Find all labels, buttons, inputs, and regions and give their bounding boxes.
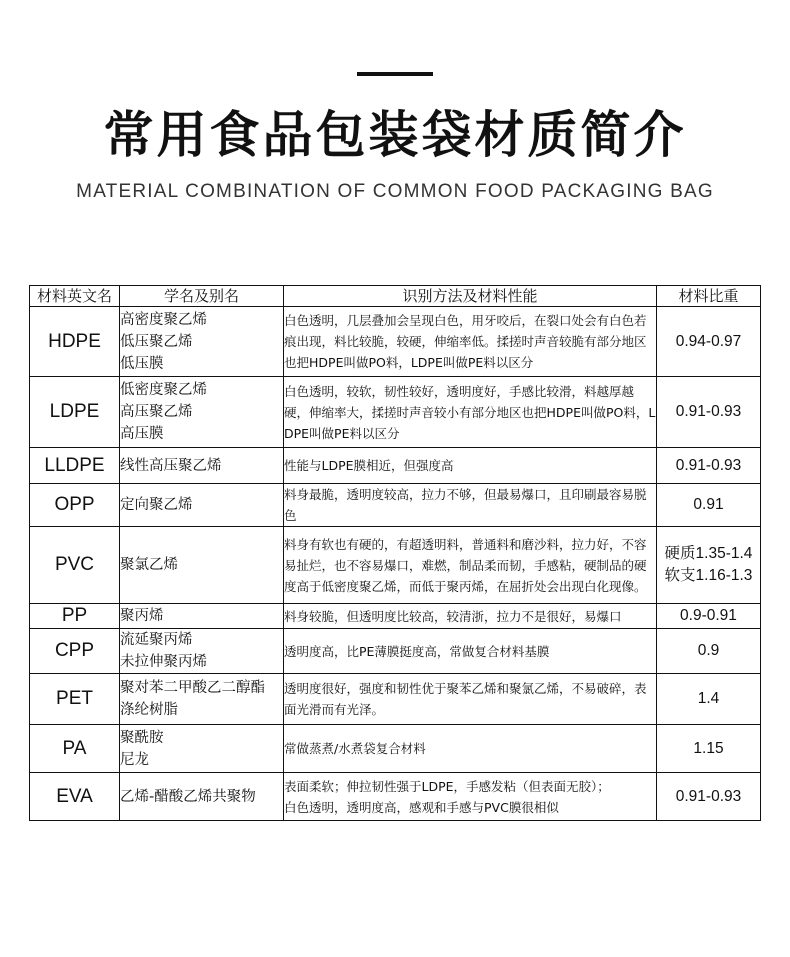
identification-text: 透明度高，比PE薄膜挺度高，常做复合材料基膜 [284,643,550,659]
table-row [30,527,761,604]
specific-gravity-value: 0.91-0.93 [675,403,742,420]
scientific-name: 未拉伸聚丙烯 [120,654,207,670]
header-english-name: 材料英文名 [30,286,120,307]
scientific-name: 线性高压聚乙烯 [120,457,222,474]
material-english-name: LLDPE [30,448,120,484]
specific-gravity-value: 硬质1.35-1.4 [664,545,753,562]
specific-gravity-cell [657,725,761,773]
identification-cell [284,307,657,377]
identification-text: 白色透明，较软，韧性较好，透明度好，手感比较滑，料越厚越硬，伸缩率大，揉搓时声音较小有部分地区也把HDPE叫做PO料，LDPE叫做PE料以区分 [284,383,656,441]
material-english-name: PA [30,725,120,773]
scientific-name-cell [120,377,284,448]
material-english-name: PP [30,604,120,629]
table-row [30,604,761,629]
specific-gravity-cell [657,604,761,629]
scientific-name: 乙烯-醋酸乙烯共聚物 [120,788,256,805]
table-row [30,674,761,725]
identification-cell [284,484,657,527]
identification-cell [284,527,657,604]
scientific-name: 聚氯乙烯 [120,557,178,573]
identification-cell [284,377,657,448]
scientific-name-cell [120,484,284,527]
identification-text: 料身最脆，透明度较高，拉力不够，但最易爆口，且印刷最容易脱色 [284,487,647,523]
scientific-name: 高密度聚乙烯 [120,311,207,328]
material-english-name: HDPE [30,307,120,377]
specific-gravity-cell [657,484,761,527]
identification-cell [284,448,657,484]
scientific-name: 低密度聚乙烯 [120,382,207,398]
material-english-name: LDPE [30,377,120,448]
identification-text: 常做蒸煮/水煮袋复合材料 [284,741,426,756]
scientific-name: 高压聚乙烯 [120,404,193,420]
scientific-name-cell [120,773,284,821]
specific-gravity-value: 0.91 [693,496,724,513]
header-specific-gravity: 材料比重 [657,286,761,307]
specific-gravity-value: 0.94-0.97 [675,332,742,350]
identification-text: 料身有软也有硬的，有超透明料，普通料和磨沙料，拉力好，不容易扯烂，也不容易爆口，难燃，制品柔而韧，手感粘，硬制品的硬度高于低密度聚乙烯，而低于聚丙烯，在屈折处会出现白化现像。 [284,536,647,594]
identification-text: 白色透明，透明度高，感观和手感与PVC膜很相似 [284,799,559,815]
scientific-name-cell [120,307,284,377]
specific-gravity-cell [657,377,761,448]
scientific-name: 定向聚乙烯 [120,497,193,513]
scientific-name-cell [120,604,284,629]
scientific-name-cell [120,674,284,725]
specific-gravity-cell [657,773,761,821]
specific-gravity-value: 0.91-0.93 [675,787,742,805]
identification-text: 透明度很好，强度和韧性优于聚苯乙烯和聚氯乙烯，不易破碎，表面光滑而有光泽。 [284,681,647,717]
identification-text: 表面柔软；伸拉韧性强于LDPE，手感发粘（但表面无胶）； [284,778,610,794]
table-row [30,629,761,674]
scientific-name-cell [120,629,284,674]
specific-gravity-value: 0.9 [697,642,720,659]
identification-text: 白色透明，几层叠加会呈现白色，用牙咬后，在裂口处会有白色若痕出现，料比较脆，较硬，伸缩率低。揉搓时声音较脆有部分地区也把HDPE叫做PO料，LDPE叫做PE料以区分 [284,313,647,370]
specific-gravity-cell [657,527,761,604]
page-subtitle: MATERIAL COMBINATION OF COMMON FOOD PACKAGING BAG [76,181,714,202]
material-english-name: PVC [30,527,120,604]
specific-gravity-value: 0.9-0.91 [680,607,737,624]
identification-cell [284,629,657,674]
scientific-name: 聚丙烯 [120,608,164,624]
scientific-name: 流延聚丙烯 [120,632,193,648]
scientific-name: 聚对苯二甲酸乙二醇酯 [120,680,265,696]
scientific-name-cell [120,725,284,773]
scientific-name: 高压膜 [120,426,164,442]
scientific-name: 尼龙 [120,751,149,768]
identification-cell [284,604,657,629]
identification-cell [284,674,657,725]
specific-gravity-cell [657,629,761,674]
identification-cell [284,773,657,821]
specific-gravity-value: 1.4 [697,690,720,707]
specific-gravity-value: 软支1.16-1.3 [664,567,753,584]
table-row [30,307,761,377]
header-identification: 识别方法及材料性能 [284,286,657,307]
table-row [30,448,761,484]
material-english-name: CPP [30,629,120,674]
specific-gravity-cell [657,674,761,725]
table-row [30,773,761,821]
scientific-name: 聚酰胺 [120,729,164,746]
scientific-name-cell [120,527,284,604]
identification-cell [284,725,657,773]
scientific-name: 涤纶树脂 [120,702,178,718]
specific-gravity-value: 1.15 [693,739,724,757]
specific-gravity-cell [657,448,761,484]
identification-text: 性能与LDPE膜相近，但强度高 [284,458,454,473]
table-body [30,307,761,821]
scientific-name-cell [120,448,284,484]
material-english-name: OPP [30,484,120,527]
specific-gravity-cell [657,307,761,377]
scientific-name: 低压聚乙烯 [120,333,193,350]
header-scientific-name: 学名及别名 [120,286,284,307]
table-row [30,484,761,527]
table-header-row [30,286,761,307]
scientific-name: 低压膜 [120,355,164,372]
specific-gravity-value: 0.91-0.93 [675,456,742,474]
identification-text: 料身较脆，但透明度比较高，较清浙，拉力不是很好，易爆口 [284,608,622,624]
table-row [30,377,761,448]
materials-table [29,285,761,821]
top-accent-rule [357,72,433,76]
table-row [30,725,761,773]
material-english-name: EVA [30,773,120,821]
material-english-name: PET [30,674,120,725]
page-title: 常用食品包装袋材质简介 [103,106,687,164]
